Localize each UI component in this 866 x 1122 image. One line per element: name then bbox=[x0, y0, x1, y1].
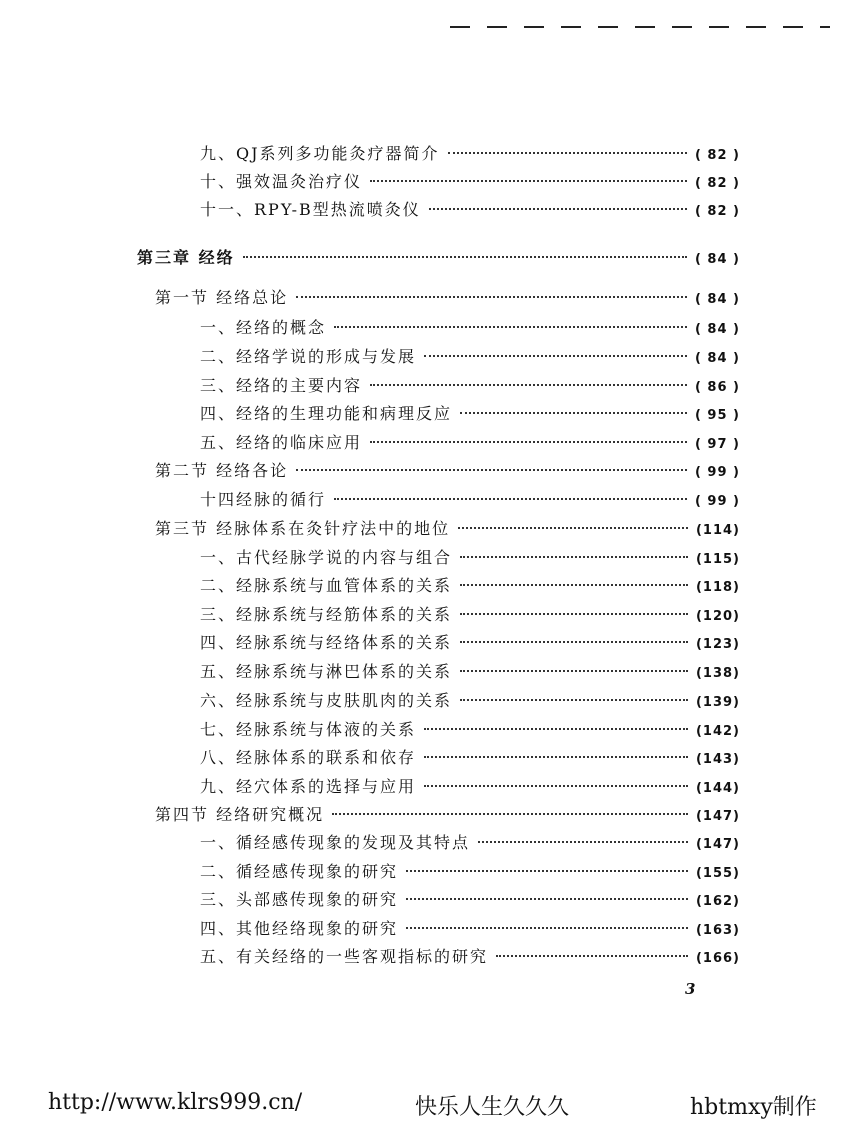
toc-entry bbox=[0, 745, 740, 767]
toc-entry bbox=[0, 802, 740, 824]
toc-entry-title: 三、经络的主要内容 bbox=[200, 376, 363, 395]
toc-entry bbox=[0, 141, 740, 163]
dot-leader bbox=[406, 927, 688, 929]
toc-entry bbox=[0, 630, 740, 652]
dot-leader bbox=[460, 699, 688, 701]
toc-entry-title: 第一节 经络总论 bbox=[155, 288, 289, 307]
dot-leader bbox=[243, 256, 687, 258]
dot-leader bbox=[460, 613, 688, 615]
toc-entry-page: (163) bbox=[695, 923, 740, 938]
toc-entry bbox=[0, 344, 740, 366]
toc-entry-title: 二、经脉系统与血管体系的关系 bbox=[200, 576, 453, 595]
toc-entry bbox=[0, 169, 740, 191]
dot-leader bbox=[458, 527, 688, 529]
toc-entry-page: (147) bbox=[695, 837, 740, 852]
toc-entry-title: 十一、RPY-B型热流喷灸仪 bbox=[200, 200, 421, 219]
toc-entry-title: 第二节 经络各论 bbox=[155, 461, 289, 480]
toc-entry bbox=[0, 545, 740, 567]
toc-entry-page: (162) bbox=[695, 894, 740, 909]
dot-leader bbox=[424, 728, 688, 730]
toc-entry bbox=[0, 717, 740, 739]
toc-entry-title: 第四节 经络研究概况 bbox=[155, 805, 325, 824]
toc-entry-title: 一、循经感传现象的发现及其特点 bbox=[200, 833, 471, 852]
toc-entry-page: (143) bbox=[695, 752, 740, 767]
dot-leader bbox=[406, 898, 688, 900]
toc-entry-title: 九、经穴体系的选择与应用 bbox=[200, 777, 417, 796]
toc-entry-page: (123) bbox=[695, 637, 740, 652]
toc-entry-page: ( 82 ) bbox=[694, 176, 740, 191]
toc-entry-page: (155) bbox=[695, 866, 740, 881]
dot-leader bbox=[460, 584, 688, 586]
dot-leader bbox=[460, 556, 688, 558]
dot-leader bbox=[496, 955, 688, 957]
toc-entry-title: 五、经脉系统与淋巴体系的关系 bbox=[200, 662, 453, 681]
dot-leader bbox=[424, 355, 687, 357]
toc-entry bbox=[0, 944, 740, 966]
toc-entry bbox=[0, 602, 740, 624]
toc-entry-title: 八、经脉体系的联系和依存 bbox=[200, 748, 417, 767]
toc-entry bbox=[0, 573, 740, 595]
toc-entry-title: 第三章 经络 bbox=[137, 248, 235, 267]
toc-entry-page: (142) bbox=[695, 724, 740, 739]
dot-leader bbox=[296, 296, 687, 298]
toc-entry bbox=[0, 859, 740, 881]
toc-entry-page: (144) bbox=[695, 781, 740, 796]
toc-entry bbox=[0, 688, 740, 710]
toc-entry-page: ( 99 ) bbox=[694, 465, 740, 480]
toc-entry-title: 三、头部感传现象的研究 bbox=[200, 890, 399, 909]
dot-leader bbox=[448, 152, 687, 154]
toc-entry bbox=[0, 516, 740, 538]
toc-entry-page: ( 97 ) bbox=[694, 437, 740, 452]
dot-leader bbox=[370, 441, 687, 443]
dot-leader bbox=[296, 469, 687, 471]
dot-leader bbox=[460, 412, 687, 414]
footer-url-link[interactable]: http://www.klrs999.cn/ bbox=[48, 1090, 303, 1115]
toc-entry-title: 四、经脉系统与经络体系的关系 bbox=[200, 633, 453, 652]
toc-entry-page: ( 82 ) bbox=[694, 204, 740, 219]
toc-entry bbox=[0, 487, 740, 509]
toc-entry-title: 二、经络学说的形成与发展 bbox=[200, 347, 417, 366]
toc-entry-page: ( 84 ) bbox=[694, 351, 740, 366]
dot-leader bbox=[429, 208, 687, 210]
toc-entry-title: 四、其他经络现象的研究 bbox=[200, 919, 399, 938]
toc-entry bbox=[0, 197, 740, 219]
toc-entry bbox=[0, 315, 740, 337]
dot-leader bbox=[334, 326, 687, 328]
toc-entry bbox=[0, 245, 740, 267]
toc-entry-page: ( 86 ) bbox=[694, 380, 740, 395]
toc-entry-title: 十、强效温灸治疗仪 bbox=[200, 172, 363, 191]
toc-entry bbox=[0, 430, 740, 452]
toc-entry bbox=[0, 373, 740, 395]
footer-credit: hbtmxy制作 bbox=[690, 1095, 817, 1120]
toc-entry-title: 三、经脉系统与经筋体系的关系 bbox=[200, 605, 453, 624]
toc-entry-page: (120) bbox=[695, 609, 740, 624]
toc-entry-title: 一、经络的概念 bbox=[200, 318, 327, 337]
toc-entry-title: 五、经络的临床应用 bbox=[200, 433, 363, 452]
dot-leader bbox=[424, 756, 688, 758]
toc-entry-page: ( 84 ) bbox=[694, 322, 740, 337]
toc-entry bbox=[0, 774, 740, 796]
toc-entry-title: 七、经脉系统与体液的关系 bbox=[200, 720, 417, 739]
dot-leader bbox=[460, 641, 688, 643]
dot-leader bbox=[332, 813, 688, 815]
toc-entry bbox=[0, 285, 740, 307]
page-number: 3 bbox=[685, 980, 696, 998]
dot-leader bbox=[460, 670, 688, 672]
toc-entry-page: (138) bbox=[695, 666, 740, 681]
toc-entry-page: (166) bbox=[695, 951, 740, 966]
toc-entry-page: ( 99 ) bbox=[694, 494, 740, 509]
toc-entry-title: 第三节 经脉体系在灸针疗法中的地位 bbox=[155, 519, 451, 538]
toc-entry bbox=[0, 887, 740, 909]
toc-entry-title: 四、经络的生理功能和病理反应 bbox=[200, 404, 453, 423]
toc-entry-page: (114) bbox=[695, 523, 740, 538]
dot-leader bbox=[370, 384, 687, 386]
toc-entry-page: ( 84 ) bbox=[694, 252, 740, 267]
footer-site-name: 快乐人生久久久 bbox=[415, 1095, 570, 1120]
toc-entry-page: (118) bbox=[695, 580, 740, 595]
toc-entry-page: ( 82 ) bbox=[694, 148, 740, 163]
header-dashes bbox=[450, 18, 830, 38]
toc-entry-page: ( 95 ) bbox=[694, 408, 740, 423]
dot-leader bbox=[406, 870, 688, 872]
toc-entry bbox=[0, 401, 740, 423]
toc-entry bbox=[0, 830, 740, 852]
toc-entry bbox=[0, 458, 740, 480]
toc-entry bbox=[0, 916, 740, 938]
dot-leader bbox=[334, 498, 687, 500]
dot-leader bbox=[478, 841, 688, 843]
toc-entry-page: ( 84 ) bbox=[694, 292, 740, 307]
toc-entry-title: 一、古代经脉学说的内容与组合 bbox=[200, 548, 453, 567]
dot-leader bbox=[424, 785, 688, 787]
toc-entry-title: 九、QJ系列多功能灸疗器简介 bbox=[200, 144, 440, 163]
toc-entry-page: (139) bbox=[695, 695, 740, 710]
toc-entry-title: 六、经脉系统与皮肤肌肉的关系 bbox=[200, 691, 453, 710]
dot-leader bbox=[370, 180, 687, 182]
toc-entry-page: (147) bbox=[695, 809, 740, 824]
toc-entry-title: 五、有关经络的一些客观指标的研究 bbox=[200, 947, 489, 966]
toc-entry-title: 二、循经感传现象的研究 bbox=[200, 862, 399, 881]
toc-entry bbox=[0, 659, 740, 681]
toc-entry-title: 十四经脉的循行 bbox=[200, 490, 327, 509]
toc-entry-page: (115) bbox=[695, 552, 740, 567]
